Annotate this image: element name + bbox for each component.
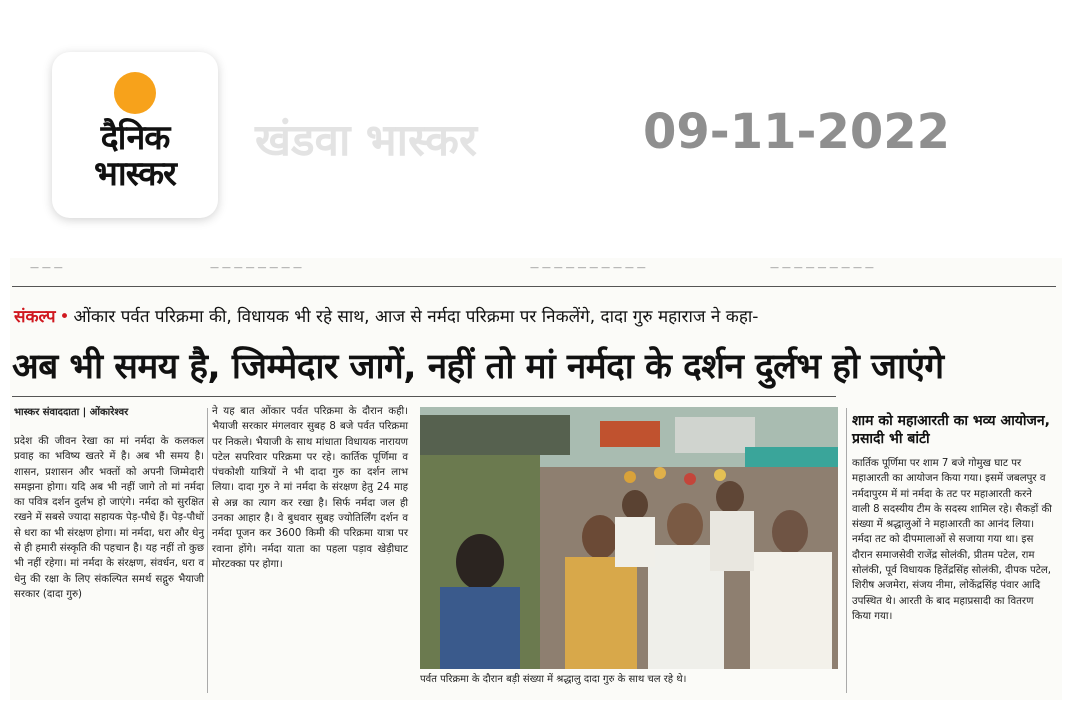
bullet-icon: • bbox=[59, 307, 70, 327]
edition-date: 09-11-2022 bbox=[643, 104, 951, 160]
edition-title: खंडवा भास्कर bbox=[255, 115, 477, 166]
article-kicker bbox=[14, 304, 758, 327]
dainik-bhaskar-logo bbox=[52, 52, 218, 218]
byline: भास्कर संवाददाता | ओंकारेश्वर bbox=[14, 407, 129, 418]
sidebar-headline: शाम को महाआरती का भव्य आयोजन, प्रसादी भी बांटी bbox=[852, 413, 1050, 447]
kicker-text: ओंकार पर्वत परिक्रमा की, विधायक भी रहे साथ, आज से नर्मदा परिक्रमा पर निकलेंगे, दादा गुरु महाराज ने कहा- bbox=[73, 307, 759, 327]
logo-text-line1: दैनिक bbox=[100, 118, 170, 158]
sidebar-body: कार्तिक पूर्णिमा पर शाम 7 बजे गोमुख घाट पर महाआरती का आयोजन किया गया। इसमें जबलपुर व नर्मदापुरम में मां नर्मदा के तट पर महाआरती करने वाली 8 सदस्यीय टीम के सदस्य शामिल रहे। सैकड़ों की संख्या में श्रद्धालुओं ने महाआरती का आनंद लिया। नर्मदा तट को दीपमालाओं से सजाया गया था। इस दौरान समाजसेवी राजेंद्र सोलंकी, प्रीतम पटेल, राम सोलंकी, पूर्व विधायक हितेंद्रसिंह सोलंकी, दीपक पटेल, शिरीष अजमेरा, संजय नीमा, लोकेंद्रसिंह पंवार आदि उपस्थित थे। आरती के बाद महाप्रसादी का वितरण किया गया। bbox=[852, 458, 1052, 622]
article-headline: अब भी समय है, जिम्मेदार जागें, नहीं तो मां नर्मदा के दर्शन दुर्लभ हो जाएंगे bbox=[12, 347, 944, 387]
article-column-2: ने यह बात ओंकार पर्वत परिक्रमा के दौरान कही। भैयाजी सरकार मंगलवार सुबह 8 बजे पर्वत परिक्रमा पर निकले। भैयाजी के साथ मांधाता विधायक नारायण पटेल सपरिवार परिक्रमा पर रहे। कार्तिक पूर्णिमा व पंचकोशी यात्रियों ने भी दादा गुरु का दर्शन लाभ लिया। दादा गुरु ने मां नर्मदा के संरक्षण हेतु 24 माह से अन्न का त्याग कर रखा है। सिर्फ नर्मदा जल ही उनका आहार है। वे बुधवार सुबह ज्योतिर्लिंग दर्शन व नर्मदा पूजन कर 3600 किमी की परिक्रमा यात्रा पर रवाना होंगे। नर्मदा याता का पहला पड़ाव खेड़ीघाट मोरटक्का पर होगा। bbox=[212, 406, 408, 570]
top-rule bbox=[12, 286, 1056, 287]
photo-illustration bbox=[420, 407, 838, 669]
sun-icon bbox=[114, 72, 156, 114]
procession-photo bbox=[420, 407, 838, 669]
article-column-1: प्रदेश की जीवन रेखा का मां नर्मदा के कलकल प्रवाह का भविष्य खतरे में है। अब भी समय है। शासन, प्रशासन और भक्तों को अपनी जिम्मेदारी समझना होगा। यदि अब भी नहीं जागे तो मां नर्मदा का पवित्र दर्शन दुर्लभ हो जाएंगे। नर्मदा को सुरक्षित रखने में सबसे ज्यादा सहायक पेड़-पौधे हैं। पेड़-पौधों से धरा का भी संरक्षण होगा। मां नर्मदा, धरा और धेनु से ही हमारी संस्कृति की पहचान है। यह नहीं तो कुछ भी नहीं रहेगा। मां नर्मदा के संरक्षण, संवर्धन, धरा व धेनु की रक्षा के लिए संकल्पित समर्थ सद्गुरु भैयाजी सरकार (दादा गुरु) bbox=[14, 436, 204, 600]
cropped-top-strip: — — — — — — — — — — — — — — — — — — — — — — — — — — — — — — bbox=[30, 263, 874, 273]
kicker-tag: संकल्प bbox=[14, 307, 56, 327]
column-divider bbox=[207, 408, 208, 693]
headline-rule bbox=[12, 396, 836, 397]
sidebar-divider bbox=[846, 408, 847, 693]
newspaper-clipping bbox=[10, 258, 1062, 700]
photo-caption: पर्वत परिक्रमा के दौरान बड़ी संख्या में श्रद्धालु दादा गुरु के साथ चल रहे थे। bbox=[420, 674, 687, 685]
logo-text-line2: भास्कर bbox=[94, 154, 176, 194]
